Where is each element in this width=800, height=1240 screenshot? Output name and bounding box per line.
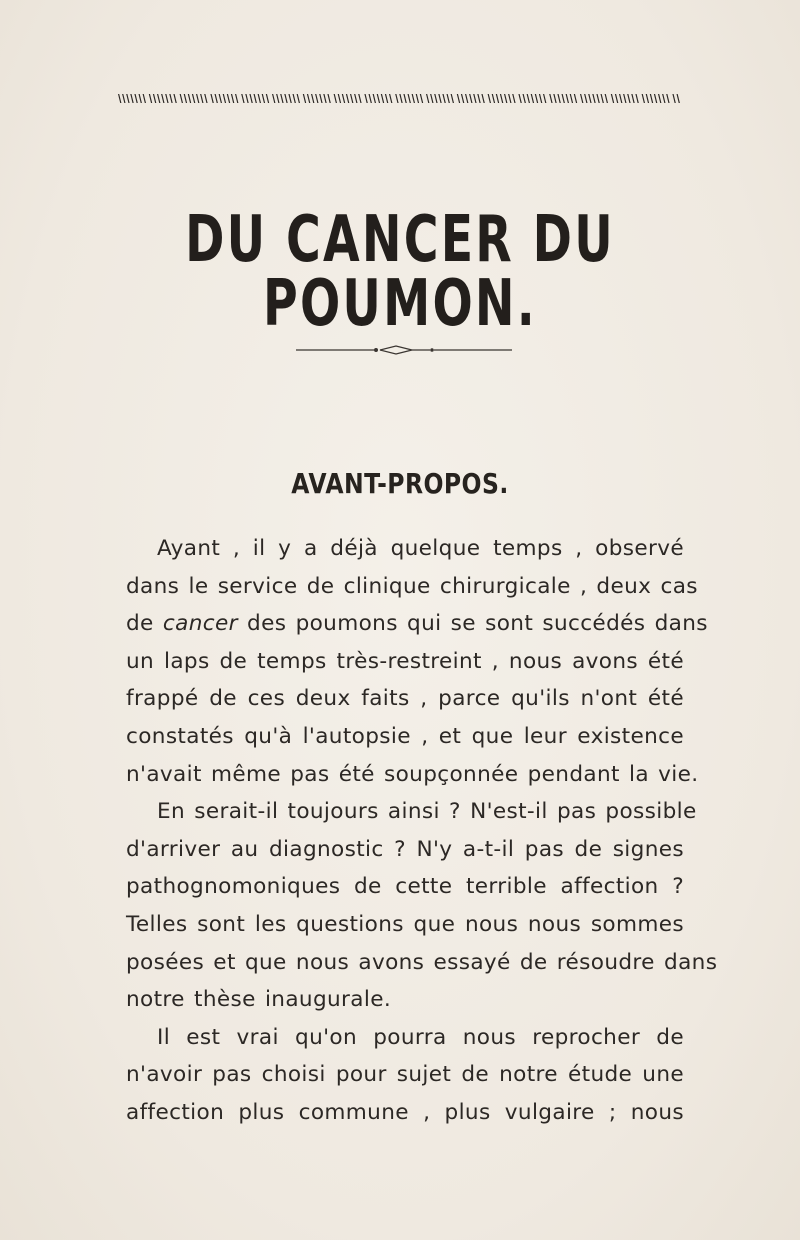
text-line: d'arriver au diagnostic ? N'y a-t-il pas de signes: [126, 836, 684, 862]
text-line: de cancer des poumons qui se sont succédés dans: [126, 611, 708, 637]
body-text: [126, 530, 718, 1132]
text-line: notre thèse inaugurale.: [126, 987, 392, 1013]
decorative-separator: [296, 344, 512, 356]
page-title: DU CANCER DU POUMON.: [185, 203, 615, 341]
text-line: posées et que nous avons essayé de résoudre dans: [126, 949, 718, 975]
text-line: dans le service de clinique chirurgicale , deux cas: [126, 573, 698, 599]
text-line: un laps de temps très-restreint , nous avons été: [126, 648, 684, 674]
text-line: Il est vrai qu'on pourra nous reprocher de: [157, 1024, 684, 1050]
text-line: pathognomoniques de cette terrible affection ?: [126, 874, 684, 900]
section-heading: AVANT-PROPOS.: [291, 467, 509, 500]
paragraph: [126, 1019, 684, 1132]
decorative-border: [118, 92, 680, 104]
text-line: affection plus commune , plus vulgaire ; nous: [126, 1099, 684, 1125]
text-line: En serait-il toujours ainsi ? N'est-il pas possible: [157, 799, 697, 825]
text-line: constatés qu'à l'autopsie , et que leur existence: [126, 723, 684, 749]
text-line: n'avait même pas été soupçonnée pendant la vie.: [126, 761, 699, 787]
text-line: Telles sont les questions que nous nous sommes: [126, 911, 684, 937]
text-line: frappé de ces deux faits , parce qu'ils n'ont été: [126, 686, 684, 712]
text-line: Ayant , il y a déjà quelque temps , observé: [157, 536, 684, 561]
emphasis: cancer: [162, 611, 238, 637]
paragraph: [126, 793, 718, 1019]
paragraph: [126, 530, 708, 793]
text-line: n'avoir pas choisi pour sujet de notre étude une: [126, 1062, 684, 1088]
